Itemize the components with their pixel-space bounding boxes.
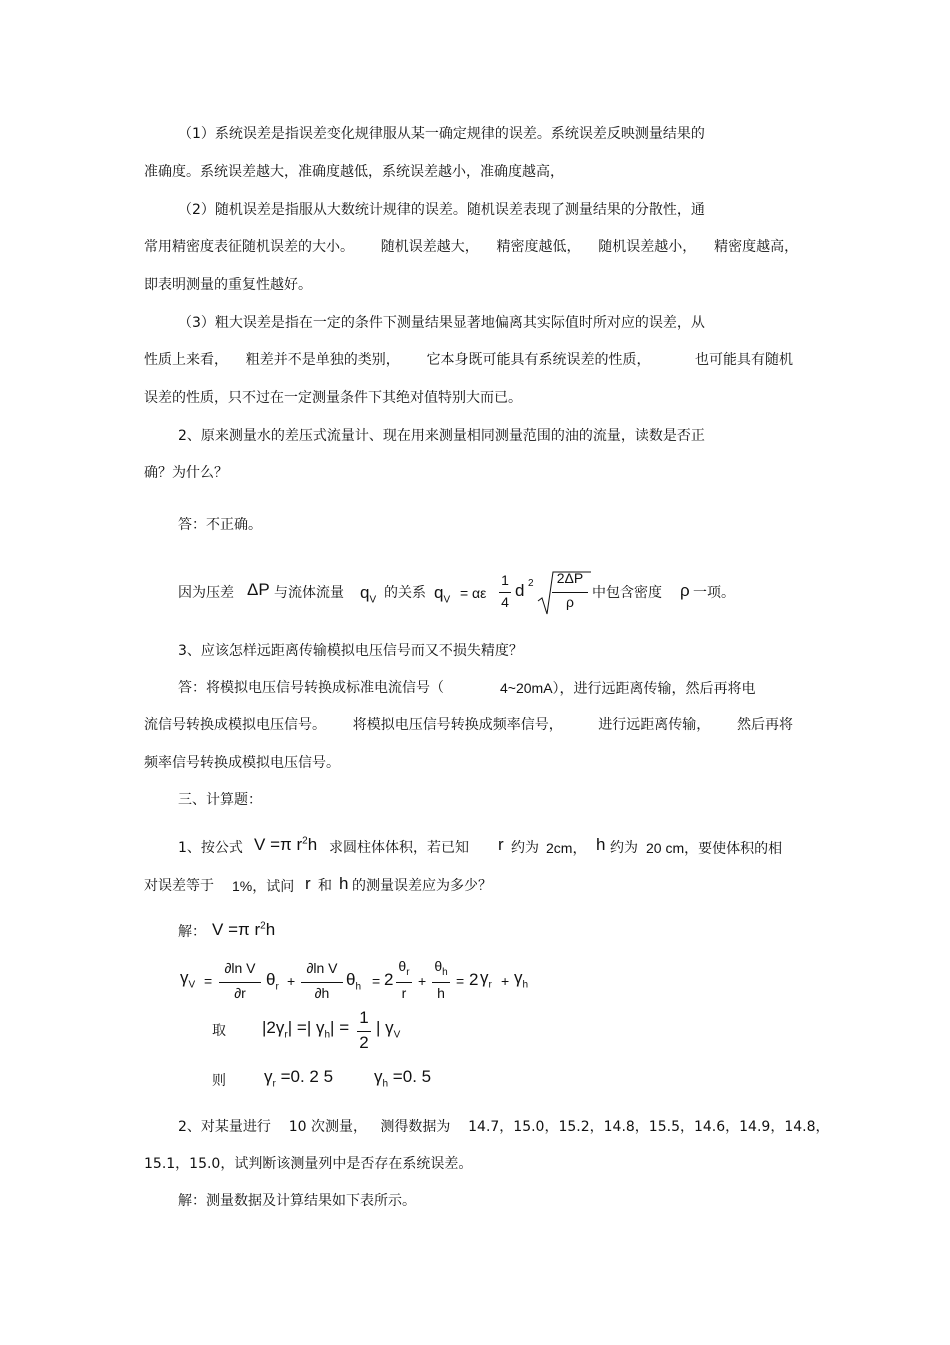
eq-sign-3: =	[456, 973, 465, 989]
half-denominator: 2	[359, 1033, 369, 1052]
one-quarter-denominator: 4	[501, 594, 509, 610]
c1-line2-post: 的测量误差应为多少？	[352, 878, 492, 894]
p3-line2: 性质上来看， 粗差并不是单独的类别， 它本身既可能具有系统误差的性质， 也可能具有随机	[144, 352, 794, 368]
one-quarter-bar	[499, 592, 511, 593]
gamma-r-result: $\gamma_r =0$. 2 5	[264, 1067, 334, 1090]
flow-equals: =	[460, 585, 469, 601]
c1-h-value: 20 cm，要使体积的相	[646, 840, 783, 856]
eq-sign-2: =	[372, 973, 381, 989]
theta-r-over-r-denominator: r	[401, 985, 407, 1001]
c1-line1-mid: 求圆柱体体积，若已知	[329, 840, 469, 856]
theta-h-over-h-bar	[432, 982, 450, 983]
sqrt-fraction-bar	[552, 592, 588, 593]
coef-two-2: 2	[469, 970, 479, 989]
c1-line1-pre: 1、按公式	[178, 840, 243, 856]
theta-h-over-h-denominator: h	[437, 985, 445, 1001]
volume-formula: V =π $r^2h$	[254, 835, 318, 854]
sqrt-denominator: ρ	[566, 594, 574, 610]
r-symbol-2: r	[305, 874, 311, 893]
a3-line1a: 答：将模拟电压信号转换成标准电流信号（	[178, 680, 444, 696]
answer2: 答：不正确。	[178, 517, 262, 533]
alpha-epsilon: αε	[472, 585, 487, 601]
c1-line2-pre: 对误差等于	[144, 878, 214, 894]
dlnv-dh-bar	[301, 982, 343, 983]
section-3-heading: 三、计算题：	[178, 792, 262, 808]
qv-symbol-2: $q_V$	[434, 583, 451, 606]
c1-r-approx: 约为	[511, 840, 539, 856]
dlnv-dr-denominator: ∂r	[234, 985, 246, 1001]
h-symbol-2: h	[339, 874, 349, 893]
c1-h-approx: 约为	[610, 840, 638, 856]
theta-r-over-r-bar	[396, 982, 412, 983]
p3-line3: 误差的性质，只不过在一定测量条件下其绝对值特别大而已。	[144, 390, 522, 406]
p2-line1: （2）随机误差是指服从大数统计规律的误差。随机误差表现了测量结果的分散性，通	[178, 202, 705, 218]
plus-3: +	[501, 973, 510, 989]
p3-line1: （3）粗大误差是指在一定的条件下测量结果显著地偏离其实际值时所对应的误差，从	[178, 315, 705, 331]
gamma-h-result: $\gamma_h =0$. 5	[374, 1067, 432, 1090]
equal-effect-equation: $|2\gamma_r|$ =| $\gamma_h|$ =	[262, 1018, 350, 1041]
dlnv-dr-bar	[219, 982, 261, 983]
a3-line2: 流信号转换成模拟电压信号。 将模拟电压信号转换成频率信号， 进行远距离传输， 然后再将	[144, 717, 794, 733]
h-symbol: h	[596, 835, 606, 854]
a2-reason-mid: 与流体流量	[274, 585, 344, 601]
sqrt-numerator: 2ΔP	[556, 570, 584, 586]
q3: 3、应该怎样远距离传输模拟电压信号而又不损失精度？	[178, 643, 523, 659]
p2-line3: 即表明测量的重复性越好。	[144, 277, 312, 293]
plus-1: +	[287, 973, 296, 989]
c2-line1: 2、对某量进行 10 次测量， 测得数据为 14.7，15.0，15.2，14.8，15.5，14.6，14.9，14.8，	[178, 1119, 830, 1135]
half-numerator: 1	[359, 1008, 369, 1027]
gamma-h-1: $\gamma_h$	[514, 968, 529, 991]
a2-reason-post: 中包含密度	[592, 585, 662, 601]
d-squared: 2	[528, 578, 534, 589]
theta-r-1: $\theta_r$	[266, 970, 279, 993]
theta-r-over-r-numerator: $\theta_r$	[398, 958, 410, 978]
dlnv-dh-denominator: ∂h	[314, 985, 330, 1001]
delta-p-symbol: ΔP	[247, 580, 270, 599]
dlnv-dh-numerator: ∂ln V	[306, 960, 338, 976]
dlnv-dr-numerator: ∂ln V	[224, 960, 256, 976]
gamma-r-1: $\gamma_r$	[480, 968, 492, 991]
solution-1-label: 解：	[178, 924, 206, 940]
then-label: 则	[212, 1073, 226, 1089]
plus-2: +	[418, 973, 427, 989]
c1-line2-pct: 1%，试问	[232, 878, 295, 894]
a3-line3: 频率信号转换成模拟电压信号。	[144, 755, 340, 771]
abs-gamma-v: | $\gamma_V$	[376, 1018, 401, 1041]
eq-sign-1: =	[204, 973, 213, 989]
a3-line1b: 4~20mA），进行远距离传输，然后再将电	[500, 680, 756, 696]
c1-line2-and: 和	[318, 878, 332, 894]
a2-reason-end: 一项。	[693, 585, 735, 601]
q2-line1: 2、原来测量水的差压式流量计、现在用来测量相同测量范围的油的流量，读数是否正	[178, 428, 705, 444]
p1-line2: 准确度。系统误差越大，准确度越低，系统误差越小，准确度越高，	[144, 164, 564, 180]
solution-2-label: 解：测量数据及计算结果如下表所示。	[178, 1193, 416, 1209]
take-label: 取	[212, 1023, 226, 1039]
theta-h-over-h-numerator: $\theta_h$	[434, 958, 448, 978]
theta-h-1: $\theta_h$	[346, 970, 362, 993]
c2-line2: 15.1，15.0，试判断该测量列中是否存在系统误差。	[144, 1156, 473, 1172]
half-bar	[357, 1031, 371, 1032]
qv-symbol: $q_V$	[360, 583, 377, 606]
a2-reason-rel: 的关系	[384, 585, 426, 601]
q2-line2: 确？为什么？	[144, 465, 228, 481]
rho-symbol: ρ	[680, 581, 690, 600]
p2-line2: 常用精密度表征随机误差的大小。 随机误差越大， 精密度越低， 随机误差越小， 精密度越高，	[144, 239, 799, 255]
c1-r-value: 2cm，	[546, 840, 587, 856]
r-symbol: r	[498, 835, 504, 854]
a2-reason-pre: 因为压差	[178, 585, 234, 601]
solution-volume-formula: V =π $r^2h$	[212, 920, 276, 939]
p1-line1: （1）系统误差是指误差变化规律服从某一确定规律的误差。系统误差反映测量结果的	[178, 126, 705, 142]
gamma-v: $\gamma_V$	[180, 968, 196, 991]
coef-two-1: 2	[384, 970, 394, 989]
d-symbol: d	[515, 581, 525, 600]
one-quarter-numerator: 1	[501, 572, 509, 588]
